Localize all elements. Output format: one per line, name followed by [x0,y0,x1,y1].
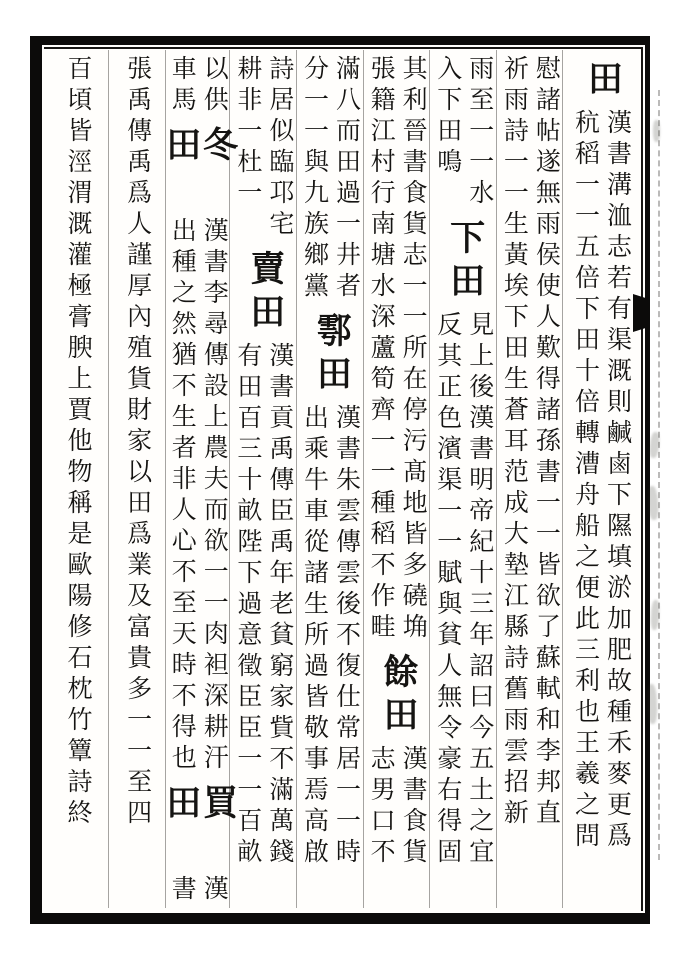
text-column [300,50,364,908]
annotation-line-left: 張籍江村行南塘水深蘆筍齊一一種稻不作畦 [367,55,397,644]
annotation-line-left: 秔稻一一五倍下田十倍轉漕舟船之便此三利也王羲之問 [571,109,601,853]
annotation-line-left: 反其正色濱渠一一賦與貧人無令豪右得固 [433,311,463,869]
annotation-line-left: 志男口不 [367,745,397,869]
annotation-pair [301,55,362,303]
annotation-line-left: 出種之然猶不生者非人心不至天時不得也 [168,217,198,775]
text-column [499,50,563,908]
annotation-pair [168,217,229,775]
annotation-line-right: 漢書食貨 [399,745,429,869]
annotation-line-right: 慰諸帖遂無雨侯使人歎得諸孫書一一皆欲了蘇軾和李邦直 [532,55,562,830]
headword: 賣田 [244,250,286,336]
annotation-pair [434,55,495,210]
annotation-pair [234,342,295,869]
annotation-line-right: 雨至一一水 [465,55,495,210]
text-column [112,50,166,908]
text-column [49,50,109,908]
annotation-line-left: 車馬 [168,55,198,117]
text-columns [42,45,645,913]
text-column [566,50,638,908]
annotation-pair [367,745,428,869]
annotation-line-right: 漢書李尋傳設上農夫而欲一一肉袒深耕汗 [200,217,230,775]
annotation-line-right: 漢 [200,875,230,906]
annotation-line-left: 入下田鳴 [433,55,463,179]
annotation-line-single: 百頃皆涇渭溉灌極膏腴上賈他物稱是歐陽修石枕竹簟詩終 [64,55,93,830]
annotation-pair [301,404,362,869]
headword: 冬田 [160,126,239,169]
page-frame [30,36,650,924]
annotation-line-right: 漢書貢禹傳臣禹年老貧窮家貲不滿萬錢 [265,342,295,869]
text-column [160,50,239,908]
annotation-line-right: 其利晉書食貨志一一所在停污髙地皆多磽埆 [399,55,429,644]
annotation-pair [500,55,561,830]
headword: 買田 [160,784,239,827]
annotation-line-right: 見上後漢書明帝紀十三年詔曰今五土之宜 [465,311,495,869]
spine-edge-line [658,90,660,860]
headword: 下田 [444,219,486,305]
text-column [433,50,497,908]
annotation-line-left: 分一一與九族鄉黨 [300,55,330,303]
headword: 田 [582,60,624,103]
annotation-line-right: 滿八而田過一井者 [332,55,362,303]
bleedthrough-smudge [653,120,660,142]
annotation-pair [572,109,633,853]
text-column [233,50,297,908]
headword: 餘田 [378,653,419,739]
annotation-line-left: 祈雨詩一一生黃埃下田生蒼耳范成大墊江縣詩舊雨雲招新 [500,55,530,830]
annotation-line-right: 以供 [200,55,230,117]
annotation-pair [168,875,229,906]
annotation-line-left: 耕非一杜一 [233,55,263,210]
annotation-line-right: 漢書朱雲傳雲後不復仕常居一一時 [332,404,362,869]
fold-tab [633,294,650,332]
annotation-pair [168,55,229,117]
annotation-pair [434,311,495,869]
annotation-line-left: 出乘牛車從諸生所過皆敬事焉高啟 [300,404,330,869]
annotation-pair [367,55,428,644]
annotation-line-right: 漢書溝洫志若有渠溉則鹹鹵下隰填淤加肥故種禾麥更爲 [603,109,633,853]
annotation-pair [234,55,295,241]
text-column [366,50,430,908]
annotation-line-single: 張禹傳禹爲人謹厚內殖貨財家以田爲業及富貴多一一至四 [123,55,153,830]
annotation-line-left: 書 [168,875,198,906]
annotation-line-right: 詩居似臨邛宅 [265,55,295,241]
headword: 鄠田 [311,312,353,398]
bleedthrough-smudge [646,684,657,724]
annotation-line-left: 有田百三十畝陛下過意徵臣臣一一百畝 [233,342,263,869]
